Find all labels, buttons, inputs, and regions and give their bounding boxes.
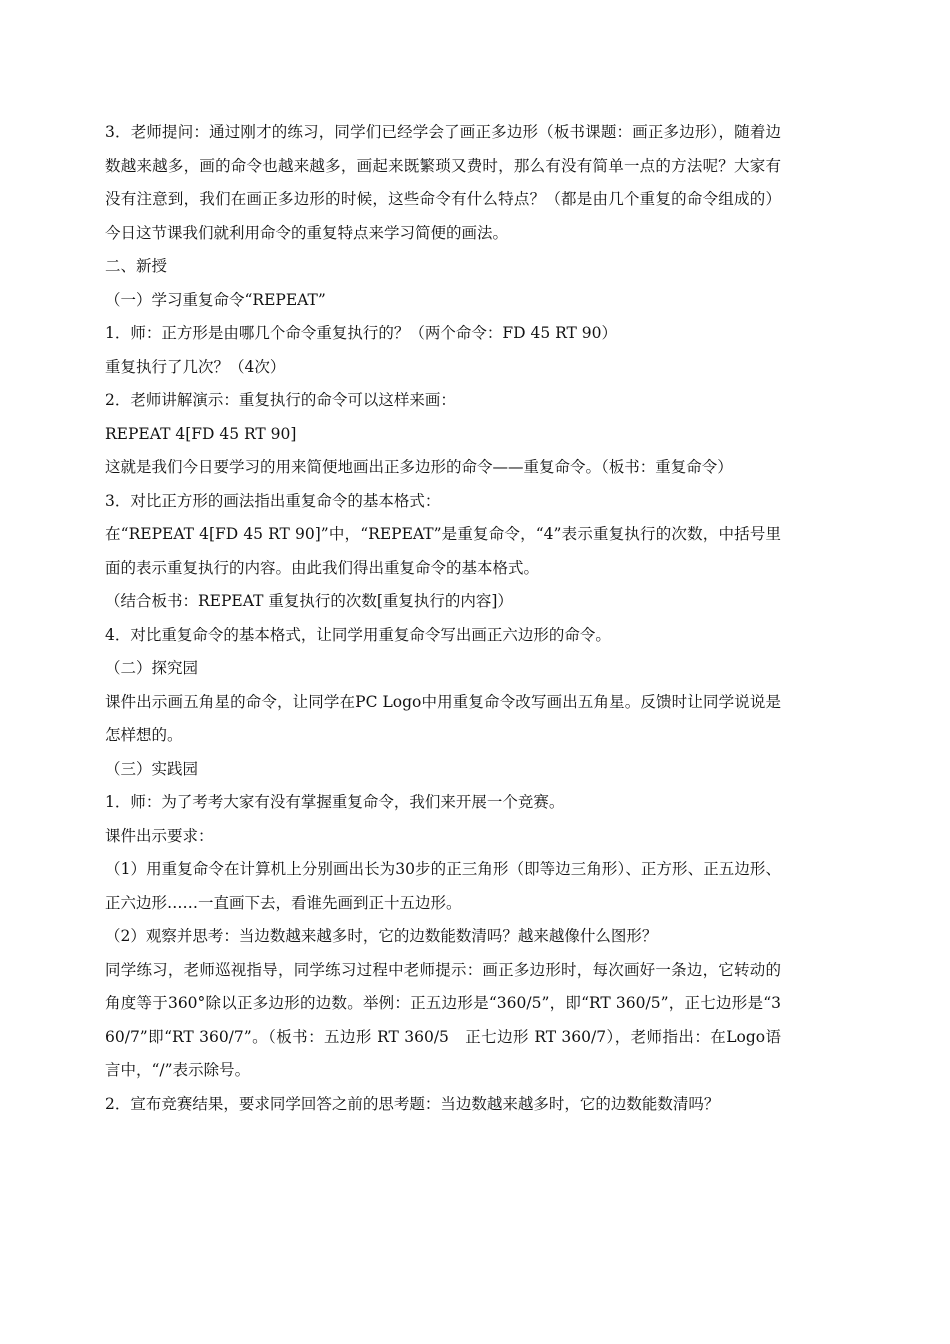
subsection-heading-practice: （三）实践园 [105,759,199,778]
paragraph-practice-hint: 同学练习，老师巡视指导，同学练习过程中老师提示：画正多边形时，每次画好一条边，它转动的角度等于360°除以正多边形的边数。举例：正五边形是“360/5”，即“RT 360/5”，正七边形是“360/7”即“RT 360/7”。（板书：五边形 RT 360/5 正七边形 RT 360/7），老师指出：在Logo语言中，“/”表示除号。 [105,960,781,1079]
paragraph-hexagon-task: 4．对比重复命令的基本格式，让同学用重复命令写出画正六边形的命令。 [105,625,611,644]
paragraph-requirement-1: （1）用重复命令在计算机上分别画出长为30步的正三角形（即等边三角形）、正方形、正五边形、正六边形……一直画下去，看谁先画到正十五边形。 [105,860,781,912]
paragraph-contest-result: 2．宣布竞赛结果，要求同学回答之前的思考题：当边数越来越多时，它的边数能数清吗？ [105,1094,720,1113]
paragraph-requirement-2: （2）观察并思考：当边数越来越多时，它的边数能数清吗？越来越像什么图形？ [105,927,658,945]
subsection-heading-repeat: （一）学习重复命令“REPEAT” [105,290,326,309]
paragraph-repeat-count: 重复执行了几次？（4次） [105,357,286,376]
document-page [105,116,781,1121]
section-heading-new-lesson: 二、新授 [105,257,168,275]
paragraph-teacher-demo: 2．老师讲解演示：重复执行的命令可以这样来画： [105,391,456,409]
paragraph-board-format: （结合板书：REPEAT 重复执行的次数[重复执行的内容]） [105,592,513,610]
subsection-heading-explore: （二）探究园 [105,659,199,677]
paragraph-format-explain: 在“REPEAT 4[FD 45 RT 90]”中，“REPEAT”是重复命令，“4”表示重复执行的次数，中括号里面的表示重复执行的内容。由此我们得出重复命令的基本格式。 [105,525,781,577]
paragraph-square-question: 1．师：正方形是由哪几个命令重复执行的？（两个命令：FD 45 RT 90） [105,324,618,342]
paragraph-teacher-question: 3．老师提问：通过刚才的练习，同学们已经学会了画正多边形（板书课题：画正多边形），随着边数越来越多，画的命令也越来越多，画起来既繁琐又费时，那么有没有简单一点的方法呢？大家有没有注意到，我们在画正多边形的时候，这些命令有什么特点？（都是由几个重复的命令组成的）今日这节课我们就利用命令的重复特点来学习简便的画法。 [105,123,781,242]
paragraph-repeat-intro: 这就是我们今日要学习的用来简便地画出正多边形的命令——重复命令。（板书：重复命令） [105,458,733,476]
paragraph-requirements-label: 课件出示要求： [105,826,214,845]
paragraph-format-compare: 3．对比正方形的画法指出重复命令的基本格式： [105,491,441,510]
paragraph-star-task: 课件出示画五角星的命令，让同学在PC Logo中用重复命令改写画出五角星。反馈时让同学说说是怎样想的。 [105,692,781,744]
paragraph-contest-intro: 1．师：为了考考大家有没有掌握重复命令，我们来开展一个竞赛。 [105,793,565,811]
code-line-repeat: REPEAT 4[FD 45 RT 90] [105,424,297,443]
